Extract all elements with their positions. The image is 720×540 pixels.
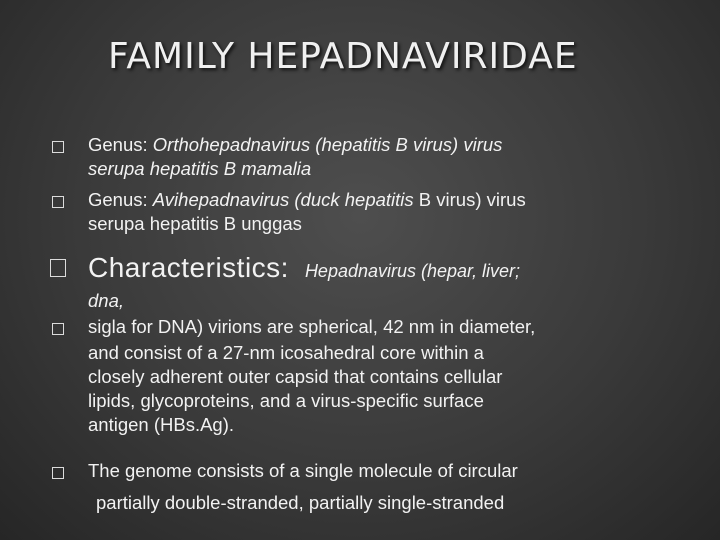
genus-description: serupa hepatitis B mamalia: [88, 158, 312, 179]
characteristics-dna: dna,: [88, 290, 125, 311]
virion-line-2: and consist of a 27-nm icosahedral core within a: [88, 342, 484, 363]
characteristics-line-2: [88, 290, 124, 312]
bullet-box-icon: [52, 141, 64, 153]
virion-line-3: closely adherent outer capsid that contains cellular: [88, 366, 503, 387]
bullet-box-icon: [52, 323, 64, 335]
slide-title: FAMILY HEPADNAVIRIDAE: [108, 36, 578, 77]
virion-line-1: sigla for DNA) virions are spherical, 42 nm in diameter,: [88, 316, 536, 337]
characteristics-inline-text: Hepadnavirus (hepar, liver;: [304, 261, 521, 281]
virion-line-5: antigen (HBs.Ag).: [88, 414, 235, 435]
genus-label: Genus:: [88, 134, 153, 155]
genus-suffix: B virus) virus: [413, 189, 526, 210]
bullet-box-icon: [50, 259, 66, 277]
genus-avihepadnavirus-line-1: [88, 189, 526, 211]
genus-name: Avihepadnavirus (duck hepatitis: [152, 189, 414, 210]
genus-orthohepadnavirus-line-2: [88, 158, 311, 180]
genus-avihepadnavirus-line-2: serupa hepatitis B unggas: [88, 213, 302, 234]
genome-line-1: The genome consists of a single molecule of circular: [88, 460, 518, 481]
virion-line-4: lipids, glycoproteins, and a virus-specific surface: [88, 390, 484, 411]
characteristics-heading: Characteristics:: [88, 252, 289, 283]
characteristics-line: [88, 252, 520, 287]
bullet-box-icon: [52, 467, 64, 479]
bullet-box-icon: [52, 196, 64, 208]
genus-label: Genus:: [88, 189, 153, 210]
genus-orthohepadnavirus-line-1: [88, 134, 502, 156]
genome-line-2: partially double-stranded, partially single-stranded: [96, 492, 505, 513]
genus-name: Orthohepadnavirus (hepatitis B virus) virus: [152, 134, 503, 155]
